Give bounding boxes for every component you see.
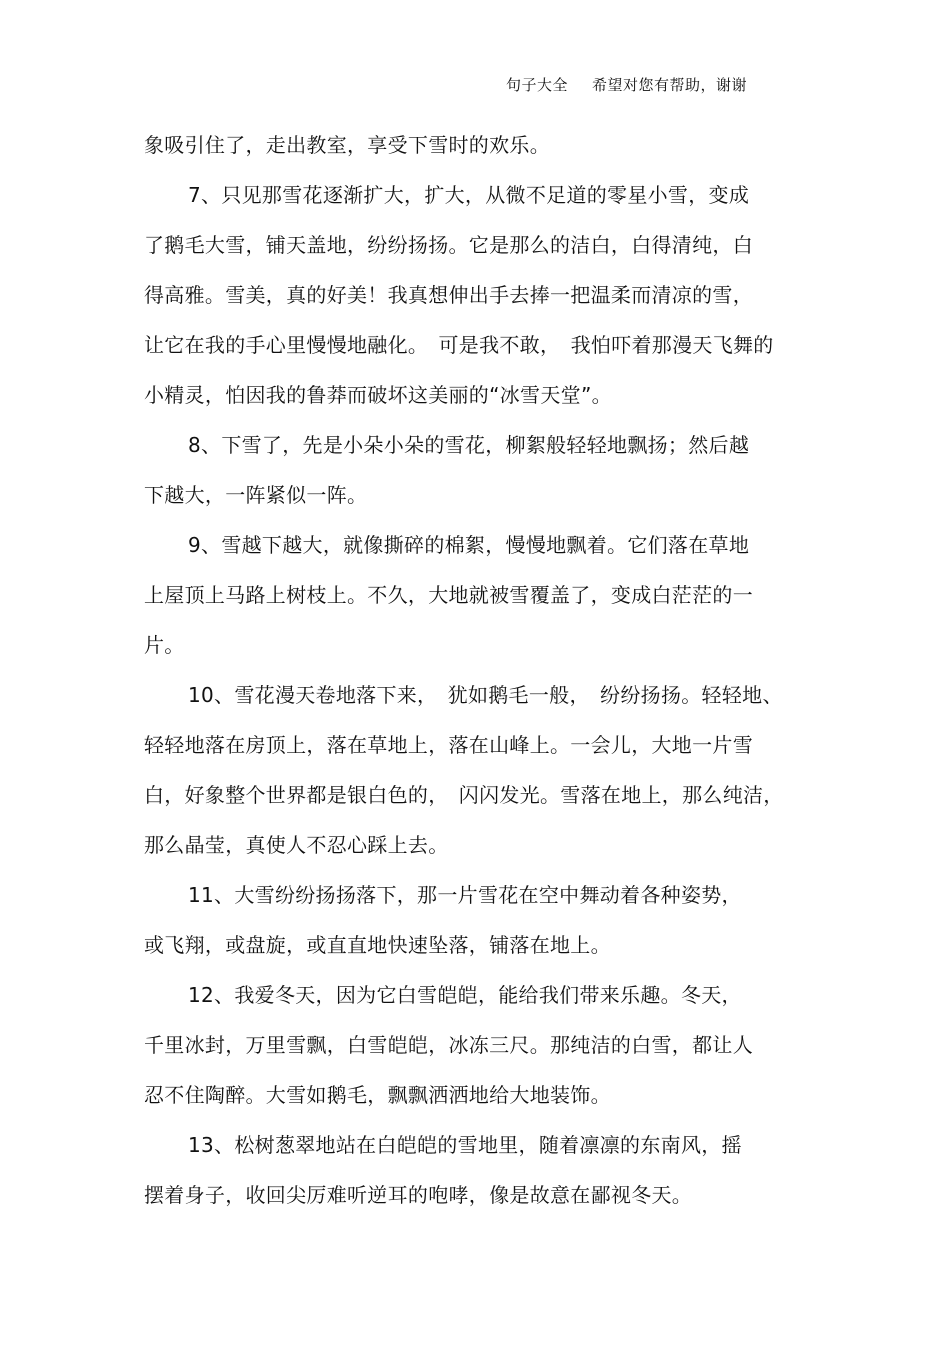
text-line: 轻轻地落在房顶上，落在草地上，落在山峰上。一会儿，大地一片雪 bbox=[144, 733, 753, 757]
text-line: 13、松树葱翠地站在白皑皑的雪地里，随着凛凛的东南风，摇 bbox=[188, 1133, 742, 1157]
text-line: 上屋顶上马路上树枝上。不久，大地就被雪覆盖了，变成白茫茫的一 bbox=[144, 583, 753, 607]
text-line: 10、雪花漫天卷地落下来， 犹如鹅毛一般， 纷纷扬扬。轻轻地、 bbox=[188, 683, 783, 707]
text-line: 7、只见那雪花逐渐扩大，扩大，从微不足道的零星小雪，变成 bbox=[188, 183, 750, 207]
text-line: 摆着身子，收回尖厉难听逆耳的咆哮，像是故意在鄙视冬天。 bbox=[144, 1183, 693, 1207]
text-line: 片。 bbox=[144, 633, 185, 657]
text-line: 或飞翔，或盘旋，或直直地快速坠落，铺落在地上。 bbox=[144, 933, 611, 957]
text-line: 8、下雪了，先是小朵小朵的雪花，柳絮般轻轻地飘扬；然后越 bbox=[188, 433, 750, 457]
text-line: 那么晶莹，真使人不忍心踩上去。 bbox=[144, 833, 449, 857]
text-line: 千里冰封，万里雪飘，白雪皑皑，冰冻三尺。那纯洁的白雪，都让人 bbox=[144, 1033, 753, 1057]
text-line: 象吸引住了，走出教室，享受下雪时的欢乐。 bbox=[144, 133, 550, 157]
text-line: 让它在我的手心里慢慢地融化。 可是我不敢， 我怕吓着那漫天飞舞的 bbox=[144, 333, 774, 357]
text-line: 9、雪越下越大，就像撕碎的棉絮，慢慢地飘着。它们落在草地 bbox=[188, 533, 750, 557]
header-site-name: 句子大全 bbox=[506, 76, 569, 94]
text-line: 12、我爱冬天，因为它白雪皑皑，能给我们带来乐趣。冬天， bbox=[188, 983, 742, 1007]
text-line: 得高雅。雪美，真的好美！我真想伸出手去捧一把温柔而清凉的雪， bbox=[144, 283, 753, 307]
text-line: 小精灵，怕因我的鲁莽而破坏这美丽的“冰雪天堂”。 bbox=[144, 383, 612, 407]
text-line: 11、大雪纷纷扬扬落下，那一片雪花在空中舞动着各种姿势， bbox=[188, 883, 742, 907]
header-slogan: 希望对您有帮助，谢谢 bbox=[592, 76, 748, 94]
text-line: 了鹅毛大雪，铺天盖地，纷纷扬扬。它是那么的洁白，白得清纯，白 bbox=[144, 233, 753, 257]
text-line: 白，好象整个世界都是银白色的， 闪闪发光。雪落在地上，那么纯洁， bbox=[144, 783, 784, 807]
text-line: 下越大，一阵紧似一阵。 bbox=[144, 483, 368, 507]
page-header bbox=[506, 74, 747, 95]
text-line: 忍不住陶醉。大雪如鹅毛，飘飘洒洒地给大地装饰。 bbox=[144, 1083, 611, 1107]
